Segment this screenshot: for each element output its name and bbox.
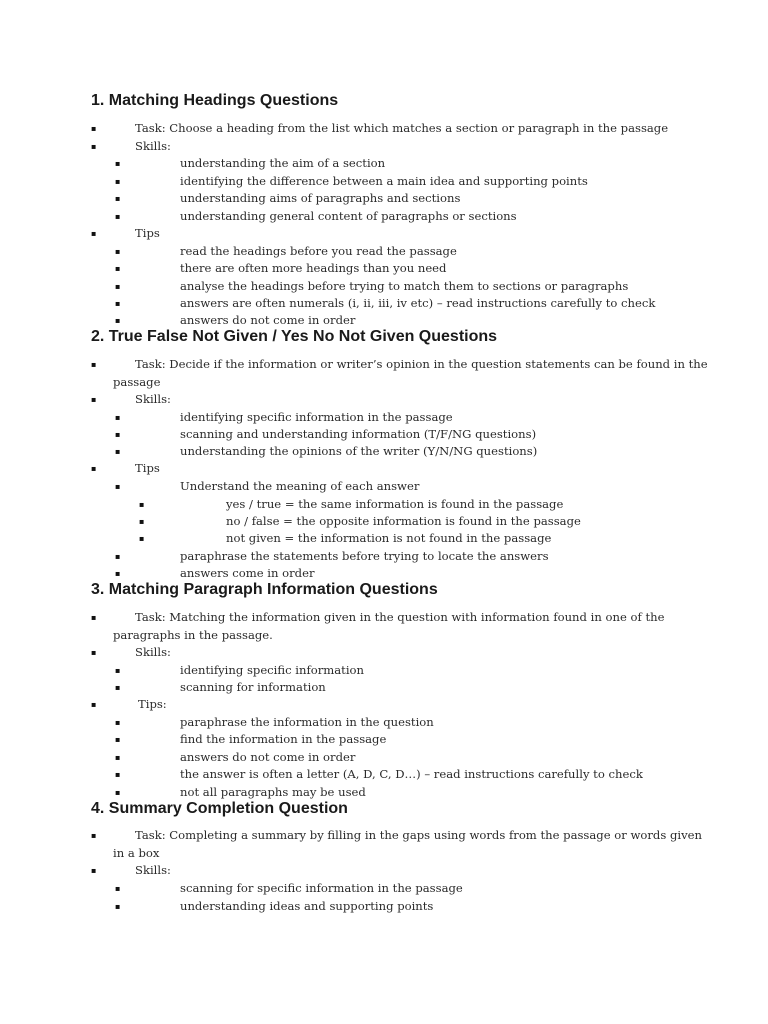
bullet-icon: ▪: [115, 770, 121, 779]
bullet-icon: ▪: [139, 517, 145, 526]
tip-item: answers do not come in order: [180, 313, 356, 327]
section-heading: 3. Matching Paragraph Information Questions: [91, 581, 438, 598]
bullet-icon: ▪: [115, 569, 121, 578]
tip-item: read the headings before you read the passage: [180, 243, 457, 258]
bullet-icon: ▪: [115, 788, 121, 797]
skill-item: understanding the aim of a section: [180, 156, 386, 170]
skills-label: Skills:: [135, 138, 171, 153]
tip-item: Understand the meaning of each answer: [180, 479, 420, 493]
tips-label: Tips:: [138, 697, 167, 711]
tip-item: the answer is often a letter (A, D, C, D…) – read instructions carefully to check: [180, 767, 643, 781]
tip-item: answers come in order: [180, 566, 315, 580]
bullet-icon: ▪: [139, 534, 145, 543]
tip-item: paraphrase the information in the question: [180, 715, 434, 729]
bullet-icon: ▪: [115, 194, 121, 203]
meaning-item: not given = the information is not found in the passage: [226, 531, 552, 545]
bullet-icon: ▪: [115, 552, 121, 561]
bullet-icon: ▪: [115, 246, 121, 256]
tips-label: Tips: [135, 226, 160, 240]
bullet-icon: ▪: [91, 124, 97, 133]
bullet-icon: ▪: [115, 176, 121, 186]
bullet-icon: ▪: [115, 281, 121, 291]
skill-item: understanding general content of paragraphs or sections: [180, 208, 517, 223]
task-text: Task: Decide if the information or writer’s opinion in the question statements can be found in the: [135, 357, 708, 371]
skill-item: understanding the opinions of the writer (Y/N/NG questions): [180, 444, 538, 458]
tip-item: not all paragraphs may be used: [180, 785, 366, 799]
tip-item: answers do not come in order: [180, 750, 356, 764]
bullet-icon: ▪: [115, 735, 121, 744]
bullet-icon: ▪: [115, 447, 121, 456]
bullet-icon: ▪: [91, 648, 97, 657]
bullet-icon: ▪: [91, 141, 97, 151]
tip-item: find the information in the passage: [180, 732, 387, 746]
bullet-icon: ▪: [115, 753, 121, 762]
skill-item: scanning for specific information in the passage: [180, 881, 463, 895]
bullet-icon: ▪: [91, 866, 97, 875]
skills-label: Skills:: [135, 645, 171, 659]
bullet-icon: ▪: [115, 902, 121, 911]
bullet-icon: ▪: [115, 316, 121, 325]
skill-item: identifying specific information: [180, 663, 364, 677]
bullet-icon: ▪: [91, 700, 97, 709]
bullet-icon: ▪: [91, 360, 97, 369]
task-text: Task: Matching the information given in the question with information found in one of the: [135, 610, 665, 624]
bullet-icon: ▪: [91, 831, 97, 840]
bullet-icon: ▪: [115, 718, 121, 727]
skill-item: identifying specific information in the passage: [180, 410, 453, 424]
bullet-icon: ▪: [115, 211, 121, 221]
skill-item: understanding ideas and supporting points: [180, 899, 434, 913]
task-text: Task: Choose a heading from the list which matches a section or paragraph in the passage: [135, 121, 669, 135]
bullet-icon: ▪: [91, 464, 97, 473]
skill-item: scanning for information: [180, 680, 326, 694]
skills-label: Skills:: [135, 392, 171, 406]
bullet-icon: ▪: [115, 430, 121, 439]
bullet-icon: ▪: [139, 500, 145, 509]
skill-item: identifying the difference between a main idea and supporting points: [180, 173, 588, 188]
section-heading: 4. Summary Completion Question: [91, 800, 348, 817]
bullet-icon: ▪: [115, 482, 121, 491]
bullet-icon: ▪: [115, 683, 121, 692]
tips-label: Tips: [135, 461, 160, 475]
bullet-icon: ▪: [115, 884, 121, 893]
bullet-icon: ▪: [115, 264, 121, 273]
bullet-icon: ▪: [115, 413, 121, 422]
task-text-continued: paragraphs in the passage.: [113, 628, 273, 642]
meaning-item: yes / true = the same information is found in the passage: [226, 497, 564, 511]
bullet-icon: ▪: [91, 613, 97, 622]
task-text-continued: passage: [113, 375, 161, 389]
bullet-icon: ▪: [115, 666, 121, 675]
task-text: Task: Completing a summary by filling in the gaps using words from the passage or words given: [135, 828, 702, 842]
bullet-icon: ▪: [91, 395, 97, 404]
section-heading: 2. True False Not Given / Yes No Not Given Questions: [91, 328, 498, 345]
meaning-item: no / false = the opposite information is found in the passage: [226, 514, 581, 528]
skill-item: scanning and understanding information (T/F/NG questions): [180, 427, 537, 441]
bullet-icon: ▪: [91, 229, 97, 238]
skills-label: Skills:: [135, 863, 171, 877]
bullet-icon: ▪: [115, 159, 121, 168]
tip-item: there are often more headings than you need: [180, 261, 447, 275]
section-heading: 1. Matching Headings Questions: [91, 92, 339, 109]
skill-item: understanding aims of paragraphs and sections: [180, 191, 461, 205]
task-text-continued: in a box: [113, 846, 160, 860]
tip-item: analyse the headings before trying to match them to sections or paragraphs: [180, 278, 629, 293]
bullet-icon: ▪: [115, 299, 121, 308]
tip-item: answers are often numerals (i, ii, iii, iv etc) – read instructions carefully to check: [180, 296, 656, 310]
tip-item: paraphrase the statements before trying to locate the answers: [180, 549, 549, 563]
